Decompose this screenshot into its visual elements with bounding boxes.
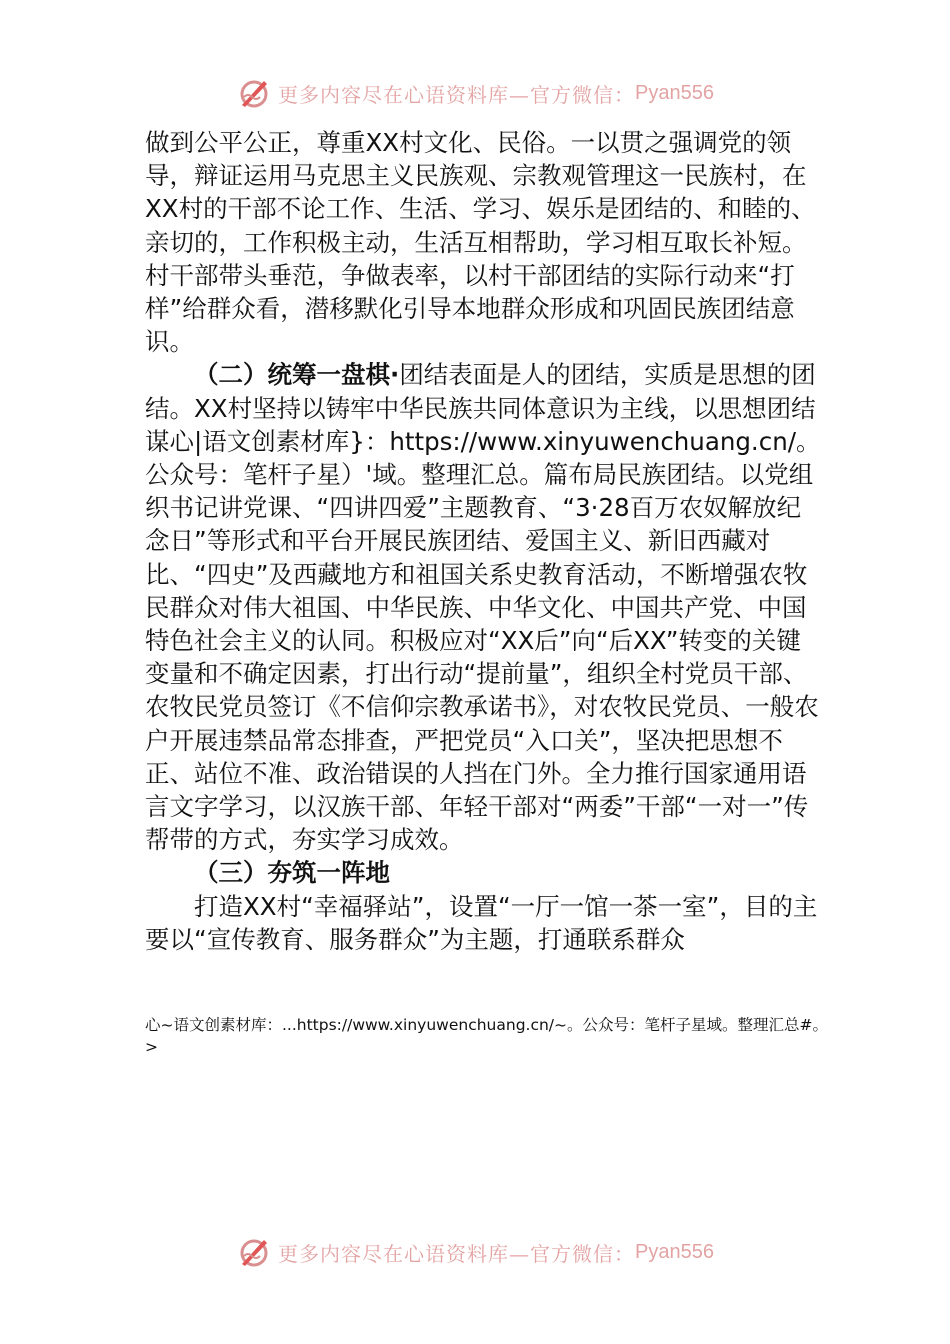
paragraph-2-text: 团结表面是人的团结，实质是思想的团结。XX村坚持以铸牢中华民族共同体意识为主线，以思想团结谋心|语文创素材库}：https://www.xinyuwenchuang.cn/。公众号：笔杆子星）'域。整理汇总。篇布局民族团结。以党组织书记讲党课、“四讲四爱”主题教育、“3·28百万农奴解放纪念日”等形式和平台开展民族团结、爱国主义、新旧西藏对比、“四史”及西藏地方和祖国关系史教育活动，不断增强农牧民群众对伟大祖国、中华民族、中华文化、中国共产党、中国特色社会主义的认同。积极应对“XX后”向“后XX”转变的关键变量和不确定因素，打出行动“提前量”，组织全村党员干部、农牧民党员签订《不信仰宗教承诺书》，对农牧民党员、一般农户开展违禁品常态排查，严把党员“入口关”，坚决把思想不正、站位不准、政治错误的人挡在门外。全力推行国家通用语言文字学习，以汉族干部、年轻干部对“两委”干部“一对一”传帮带的方式，夯实学习成效。 [145, 360, 821, 855]
section-heading-2: （二）统筹一盘棋· [194, 360, 400, 390]
source-note: 心~语文创素材库：...https://www.xinyuwenchuang.cn/~。公众号：笔杆子星域。整理汇总#。> [145, 1016, 829, 1056]
section-heading-3: （三）夯筑一阵地 [194, 858, 390, 888]
paragraph-3: 打造XX村“幸福驿站”，设置“一厅一馆一茶一室”，目的主要以“宣传教育、服务群众”为主题，打通联系群众 [145, 891, 818, 954]
banner-wechat-id: Pyan556 [635, 1240, 714, 1263]
paragraph-1: 做到公平公正，尊重XX村文化、民俗。一以贯之强调党的领导，辩证运用马克思主义民族观、宗教观管理这一民族村，在XX村的干部不论工作、生活、学习、娱乐是团结的、和睦的、亲切的，工作积极主动，生活互相帮助，学习相互取长补短。村干部带头垂范，争做表率，以村干部团结的实际行动来“打样”给群众看，潜移默化引导本地群众形成和巩固民族团结意识。 [145, 128, 816, 357]
pen-logo-icon [236, 1234, 272, 1270]
footer-watermark-banner [0, 1232, 950, 1272]
banner-wechat-id: Pyan556 [635, 81, 714, 104]
pen-logo-icon [236, 75, 272, 111]
banner-text: 更多内容尽在心语资料库—官方微信： [278, 82, 636, 107]
paragraph-2 [145, 358, 825, 856]
banner-text: 更多内容尽在心语资料库—官方微信： [278, 1241, 636, 1266]
document-body [145, 126, 825, 956]
header-watermark-banner [0, 73, 950, 113]
